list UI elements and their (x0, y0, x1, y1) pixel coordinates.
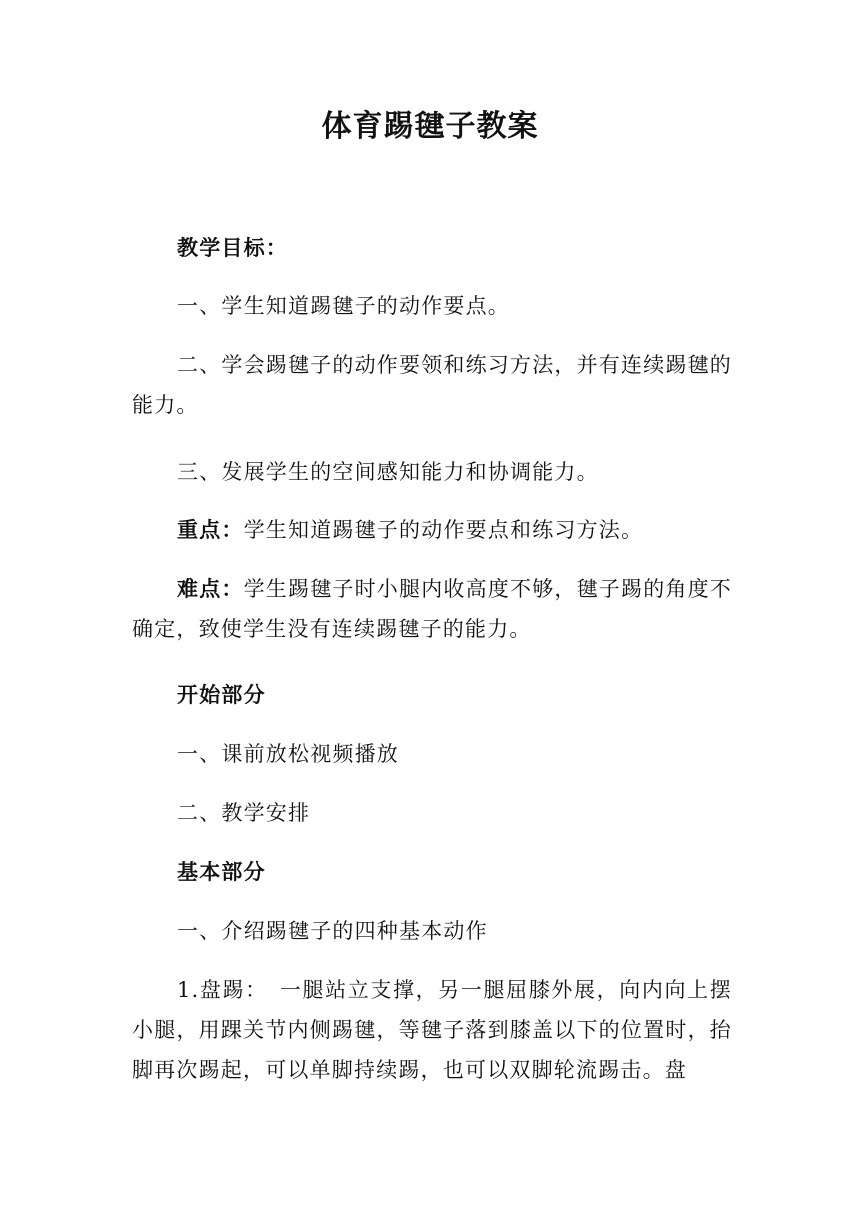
start-item-2: 二、教学安排 (177, 801, 311, 825)
basic-section-heading: 基本部分 (177, 860, 266, 884)
key-point-text: 学生知道踢毽子的动作要点和练习方法。 (243, 518, 644, 542)
basic-item-1: 一、介绍踢毽子的四种基本动作 (177, 919, 488, 943)
objective-3: 三、发展学生的空间感知能力和协调能力。 (177, 460, 599, 484)
objective-1: 一、学生知道踢毽子的动作要点。 (177, 294, 510, 318)
difficulty-text: 学生踢毽子时小腿内收高度不够，毽子踢的角度不确定，致使学生没有连续踢毽子的能力。 (132, 577, 733, 641)
objective-2: 二、学会踢毽子的动作要领和练习方法，并有连续踢毽的能力。 (132, 353, 732, 417)
start-item-1: 一、课前放松视频播放 (177, 742, 399, 766)
objectives-heading: 教学目标： (177, 236, 288, 260)
start-section-heading: 开始部分 (177, 683, 266, 707)
key-point-label: 重点： (177, 518, 244, 542)
difficulty-label: 难点： (177, 577, 244, 601)
difficulty (132, 569, 732, 649)
basic-item-1-1: 1.盘踢： 一腿站立支撑，另一腿屈膝外展，向内向上摆小腿，用踝关节内侧踢毽，等毽子落到膝盖以下的位置时，抬脚再次踢起，可以单脚持续踢，也可以双脚轮流踢击。盘 (132, 978, 732, 1082)
key-point (132, 510, 772, 550)
document-title: 体育踢毽子教案 (321, 109, 539, 144)
